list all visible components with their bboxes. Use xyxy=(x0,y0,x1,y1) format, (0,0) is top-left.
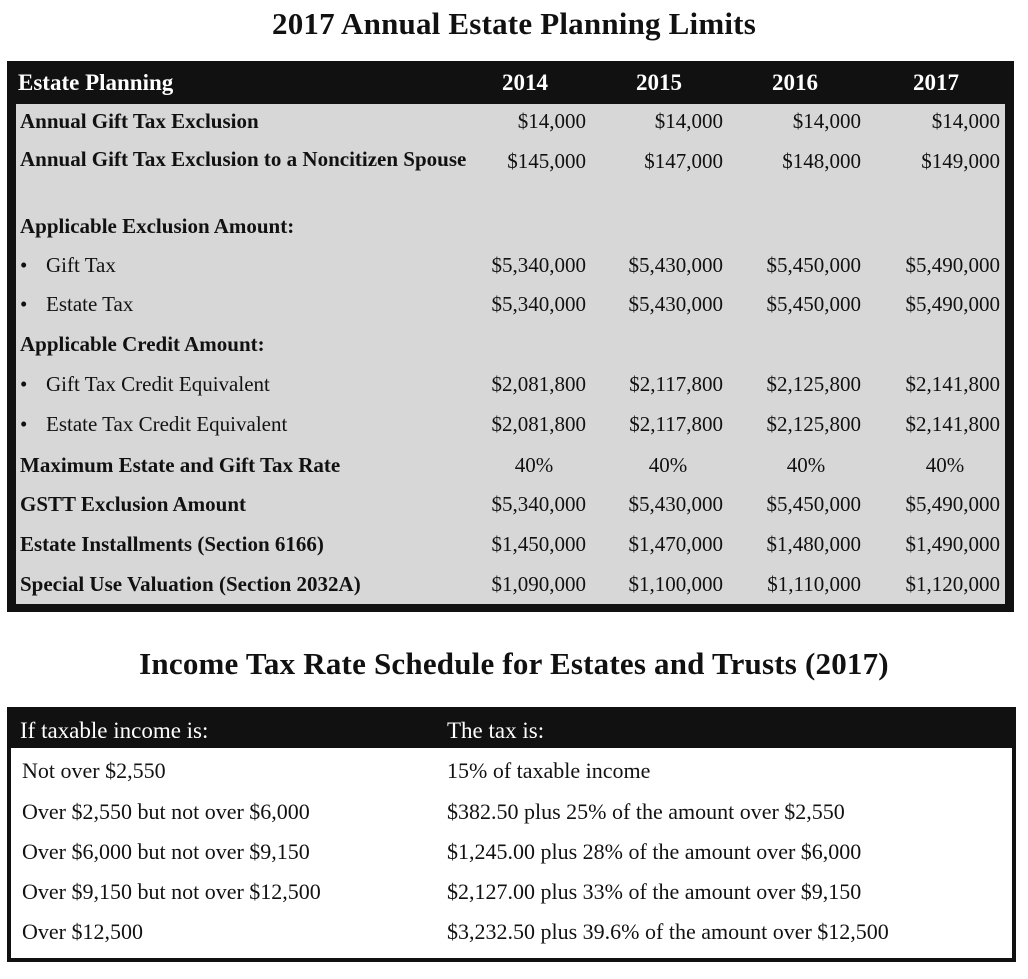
row-label-text: Estate Installments (Section 6166) xyxy=(20,532,324,556)
value-cell: $5,450,000 xyxy=(766,253,861,277)
row-label-text: Applicable Exclusion Amount: xyxy=(20,214,295,238)
row-label-text: Estate Tax Credit Equivalent xyxy=(46,412,288,436)
value-cell: $1,480,000 xyxy=(766,532,861,556)
estate-planning-table xyxy=(7,61,1014,612)
row-label-text: GSTT Exclusion Amount xyxy=(20,492,247,516)
value-cell: $5,340,000 xyxy=(491,292,586,316)
income-table-body xyxy=(11,748,1012,958)
row-label xyxy=(20,109,259,134)
value-cell: 40% xyxy=(786,453,826,477)
bullet-icon: • xyxy=(20,372,28,396)
row-label xyxy=(20,572,361,597)
value-cell: $14,000 xyxy=(517,109,586,133)
row-label xyxy=(20,492,246,517)
value-cell: $5,430,000 xyxy=(628,292,723,316)
value-cell: $1,100,000 xyxy=(628,572,723,596)
taxable-income-cell: Over $6,000 but not over $9,150 xyxy=(22,839,310,864)
estate-table-body xyxy=(16,104,1005,604)
header-2016: 2016 xyxy=(772,70,818,95)
value-cell: $2,117,800 xyxy=(629,412,723,436)
tax-amount-cell: $2,127.00 plus 33% of the amount over $9,150 xyxy=(447,879,862,904)
value-cell: $147,000 xyxy=(644,149,723,173)
bullet-icon: • xyxy=(20,412,28,436)
value-cell: $2,081,800 xyxy=(491,372,586,396)
value-cell: $1,450,000 xyxy=(491,532,586,556)
table-row xyxy=(11,799,1012,829)
table-row xyxy=(11,758,1012,788)
value-cell: $2,125,800 xyxy=(766,412,861,436)
bullet-icon: • xyxy=(20,253,28,277)
value-cell: $149,000 xyxy=(921,149,1000,173)
table-row xyxy=(11,839,1012,869)
row-label-text: Estate Tax xyxy=(46,292,134,316)
bullet-icon: • xyxy=(20,292,28,316)
value-cell: $5,340,000 xyxy=(491,253,586,277)
row-label-text: Gift Tax Credit Equivalent xyxy=(46,372,270,396)
row-label xyxy=(20,412,287,437)
income-table-header xyxy=(7,707,1016,748)
table-row xyxy=(11,879,1012,909)
table-row xyxy=(16,109,1005,139)
taxable-income-cell: Over $9,150 but not over $12,500 xyxy=(22,879,321,904)
header-taxable-income: If taxable income is: xyxy=(20,718,209,743)
row-label-text: Annual Gift Tax Exclusion to a Noncitizen Spouse xyxy=(20,147,467,171)
tax-amount-cell: $3,232.50 plus 39.6% of the amount over $12,500 xyxy=(447,919,889,944)
row-label-text: Annual Gift Tax Exclusion xyxy=(20,109,259,133)
table-row xyxy=(16,532,1005,562)
row-label xyxy=(20,149,480,170)
row-label-text: Applicable Credit Amount: xyxy=(20,332,265,356)
value-cell: 40% xyxy=(925,453,965,477)
row-label xyxy=(20,372,270,397)
table-row xyxy=(16,412,1005,442)
value-cell: $5,490,000 xyxy=(905,292,1000,316)
value-cell: 40% xyxy=(514,453,554,477)
table-row xyxy=(11,919,1012,949)
table-row xyxy=(16,372,1005,402)
value-cell: $148,000 xyxy=(782,149,861,173)
header-2015: 2015 xyxy=(636,70,682,95)
value-cell: $1,470,000 xyxy=(628,532,723,556)
table-row xyxy=(16,149,1005,193)
value-cell: $14,000 xyxy=(931,109,1000,133)
header-2017: 2017 xyxy=(913,70,959,95)
table-row xyxy=(16,332,1005,362)
value-cell: $14,000 xyxy=(654,109,723,133)
value-cell: $1,490,000 xyxy=(905,532,1000,556)
value-cell: $2,141,800 xyxy=(905,372,1000,396)
value-cell: $1,120,000 xyxy=(905,572,1000,596)
tax-amount-cell: $382.50 plus 25% of the amount over $2,550 xyxy=(447,799,845,824)
value-cell: $5,490,000 xyxy=(905,492,1000,516)
header-estate-planning: Estate Planning xyxy=(18,70,174,95)
value-cell: $2,081,800 xyxy=(491,412,586,436)
value-cell: $5,430,000 xyxy=(628,253,723,277)
table-row xyxy=(16,453,1005,483)
taxable-income-cell: Over $2,550 but not over $6,000 xyxy=(22,799,310,824)
taxable-income-cell: Over $12,500 xyxy=(22,919,143,944)
estate-table-header xyxy=(7,61,1014,104)
header-tax-is: The tax is: xyxy=(447,718,545,743)
taxable-income-cell: Not over $2,550 xyxy=(22,758,166,783)
value-cell: $5,450,000 xyxy=(766,492,861,516)
value-cell: $5,340,000 xyxy=(491,492,586,516)
header-2014: 2014 xyxy=(502,70,548,95)
value-cell: $2,125,800 xyxy=(766,372,861,396)
row-label xyxy=(20,453,340,478)
row-label-text: Maximum Estate and Gift Tax Rate xyxy=(20,453,341,477)
row-label xyxy=(20,292,133,317)
value-cell: 40% xyxy=(648,453,688,477)
table-row xyxy=(16,253,1005,283)
value-cell: $14,000 xyxy=(792,109,861,133)
table-row xyxy=(16,572,1005,602)
row-label-text: Special Use Valuation (Section 2032A) xyxy=(20,572,361,596)
table-row xyxy=(16,492,1005,522)
row-label-text: Gift Tax xyxy=(46,253,116,277)
row-label xyxy=(20,253,116,278)
estate-limits-title: 2017 Annual Estate Planning Limits xyxy=(272,6,756,41)
row-label xyxy=(20,214,294,239)
value-cell: $145,000 xyxy=(507,149,586,173)
row-label xyxy=(20,532,324,557)
value-cell: $2,117,800 xyxy=(629,372,723,396)
tax-amount-cell: $1,245.00 plus 28% of the amount over $6,000 xyxy=(447,839,862,864)
table-row xyxy=(16,292,1005,322)
income-tax-schedule-title: Income Tax Rate Schedule for Estates and Trusts (2017) xyxy=(139,646,889,681)
tax-amount-cell: 15% of taxable income xyxy=(447,758,651,783)
value-cell: $1,110,000 xyxy=(767,572,861,596)
income-tax-rate-table xyxy=(7,707,1016,962)
value-cell: $2,141,800 xyxy=(905,412,1000,436)
row-label xyxy=(20,332,265,357)
value-cell: $1,090,000 xyxy=(491,572,586,596)
value-cell: $5,450,000 xyxy=(766,292,861,316)
value-cell: $5,490,000 xyxy=(905,253,1000,277)
table-row xyxy=(16,214,1005,244)
value-cell: $5,430,000 xyxy=(628,492,723,516)
